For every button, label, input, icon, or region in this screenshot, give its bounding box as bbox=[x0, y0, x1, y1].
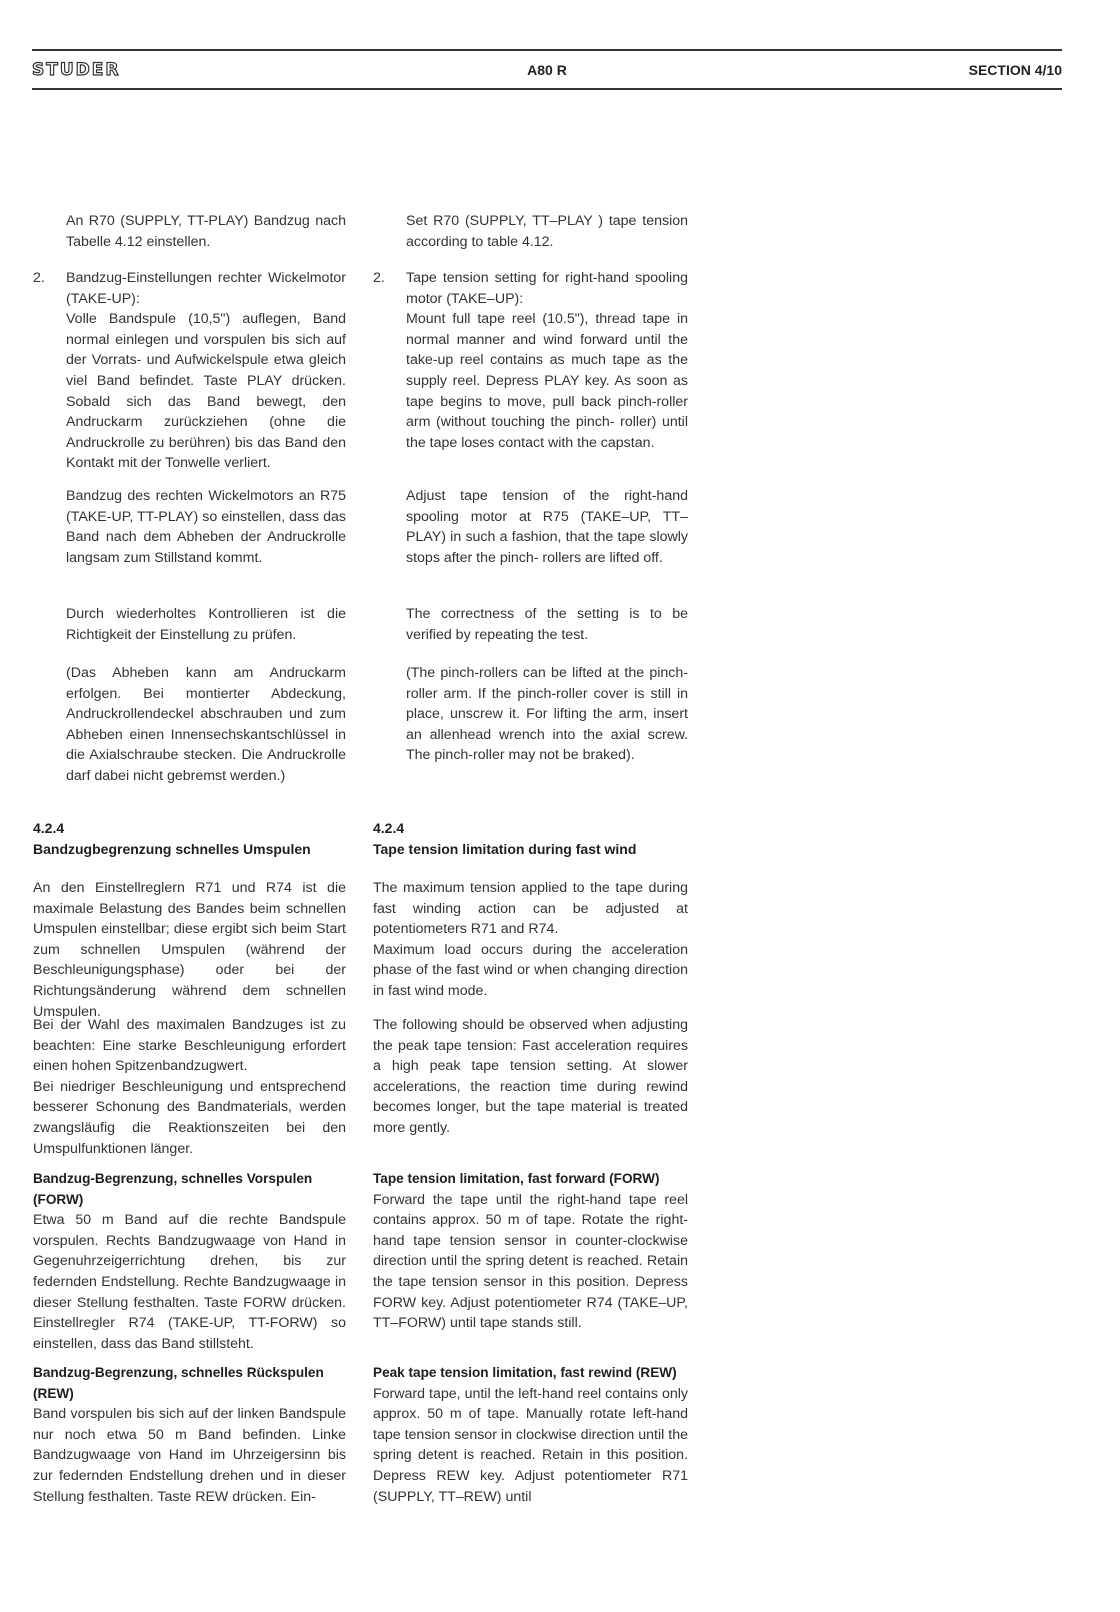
english-column bbox=[373, 211, 688, 791]
de-section-number: 4.2.4 bbox=[33, 820, 65, 836]
de-paragraph: Bei der Wahl des maximalen Bandzuges ist zu beachten: Eine starke Beschleunigung erfordert einen hohen Spitzenbandzugwert. bbox=[33, 1017, 346, 1075]
de-subsection-rew bbox=[33, 1363, 346, 1507]
de-paragraph: An R70 (SUPPLY, TT-PLAY) Bandzug nach Tabelle 4.12 einstellen. bbox=[66, 213, 346, 250]
de-paragraph: Durch wiederholtes Kontrollieren ist die Richtigkeit der Einstellung zu prüfen. bbox=[66, 606, 346, 643]
en-item-body: Mount full tape reel (10.5"), thread tape in normal manner and wind forward until the take-up reel contains as much tape as the supply reel. Depress PLAY key. As soon as tape begins to move, pull back pinch-roller arm (without touching the pinch- roller) until the tape loses contact with the capstan. bbox=[406, 311, 688, 451]
en-paragraph: Forward tape, until the left-hand reel contains only approx. 50 m of tape. Manually rotate left-hand tape tension sensor in clockwise direction until the spring detent is reached. Retain in this position. Depress REW key. Adjust potentiometer R71 (SUPPLY, TT–REW) until bbox=[373, 1385, 688, 1505]
section-number: SECTION 4/10 bbox=[968, 62, 1062, 78]
english-section bbox=[373, 818, 688, 1508]
header-rule-bottom bbox=[32, 88, 1062, 90]
en-subsection-forw bbox=[373, 1169, 688, 1334]
en-list-item bbox=[373, 268, 688, 453]
en-paragraph-group bbox=[373, 878, 688, 1002]
de-paragraph: (Das Abheben kann am Andruckarm erfolgen. Bei montierter Abdeckung, Andruckrollendeckel abschrauben und zum Abheben einen Innensechskantschlüssel in die Axialschraube stecken. Die Andruckrolle darf dabei nicht gebremst werden.) bbox=[66, 665, 346, 784]
en-paragraph: (The pinch-rollers can be lifted at the pinch-roller arm. If the pinch-roller cover is still in place, unscrew it. For lifting the arm, insert an allenhead wrench into the axial screw. The pinch-roller may not be braked). bbox=[406, 665, 688, 764]
de-paragraph-group bbox=[33, 1015, 346, 1159]
studer-logo: STUDER bbox=[32, 60, 121, 80]
en-paragraph: The maximum tension applied to the tape during fast winding action can be adjusted at potentiometers R71 and R74. bbox=[373, 880, 688, 938]
de-subsection-title: Bandzug-Begrenzung, schnelles Vorspulen (FORW) bbox=[33, 1171, 313, 1207]
en-item-number: 2. bbox=[373, 270, 385, 286]
en-subsection-title: Peak tape tension limitation, fast rewind (REW) bbox=[373, 1365, 677, 1380]
de-subsection-title: Bandzug-Begrenzung, schnelles Rückspulen (REW) bbox=[33, 1365, 324, 1401]
de-item-number: 2. bbox=[33, 270, 45, 286]
en-paragraph: Maximum load occurs during the acceleration phase of the fast wind or when changing direction in fast wind mode. bbox=[373, 941, 688, 999]
en-subsection-rew bbox=[373, 1363, 688, 1507]
page-header bbox=[32, 58, 1062, 84]
de-paragraph: Band vorspulen bis sich auf der linken Bandspule nur noch etwa 50 m Band befinden. Linke Bandzugwaage von Hand im Uhrzeigersinn bis zur federnden Endstellung drehen und in dieser Stellung festhalten. Taste REW drücken. Ein- bbox=[33, 1406, 346, 1505]
de-section-title: Bandzugbegrenzung schnelles Umspulen bbox=[33, 841, 311, 857]
en-paragraph: The correctness of the setting is to be verified by repeating the test. bbox=[406, 606, 688, 643]
en-subsection-title: Tape tension limitation, fast forward (FORW) bbox=[373, 1171, 660, 1186]
de-subsection-forw bbox=[33, 1169, 346, 1354]
de-paragraph: Etwa 50 m Band auf die rechte Bandspule vorspulen. Rechts Bandzugwaage von Hand in Gegenuhrzeigerrichtung drehen, bis zur federnden Endstellung. Rechte Bandzugwaage in dieser Stellung festhalten. Taste FORW drücken. Einstellregler R74 (TAKE-UP, TT-FORW) so einstellen, dass das Band stillsteht. bbox=[33, 1212, 346, 1352]
de-paragraph: Bei niedriger Beschleunigung und entsprechend besserer Schonung des Bandmaterials, werden zwangsläufig die Reaktionszeiten bei den Umspulfunktionen länger. bbox=[33, 1078, 346, 1157]
german-column bbox=[33, 211, 346, 791]
en-paragraph: Forward the tape until the right-hand tape reel contains approx. 50 m of tape. Rotate the right-hand tape tension sensor in counter-clockwise direction until the spring detent is reached. Retain the tape tension sensor in this position. Depress FORW key. Adjust potentiometer R74 (TAKE–UP, TT–FORW) until tape stands still. bbox=[373, 1191, 688, 1332]
de-list-item bbox=[33, 268, 346, 474]
en-paragraph: Adjust tape tension of the right-hand spooling motor at R75 (TAKE–UP, TT–PLAY) in such a fashion, that the tape slowly stops after the pinch- rollers are lifted off. bbox=[406, 488, 688, 566]
model-title: A80 R bbox=[527, 62, 567, 78]
en-paragraph: Set R70 (SUPPLY, TT–PLAY ) tape tension according to table 4.12. bbox=[406, 213, 688, 250]
en-item-heading: Tape tension setting for right-hand spooling motor (TAKE–UP): bbox=[406, 270, 688, 307]
german-section bbox=[33, 818, 346, 1508]
en-section-title: Tape tension limitation during fast wind bbox=[373, 841, 637, 857]
en-paragraph: The following should be observed when adjusting the peak tape tension: Fast acceleration requires a high peak tape tension setting. At slower accelerations, the reaction time during rewind becomes longer, but the tape material is treated more gently. bbox=[373, 1017, 688, 1136]
de-item-heading: Bandzug-Einstellungen rechter Wickelmotor (TAKE-UP): bbox=[66, 270, 346, 307]
header-rule-top bbox=[32, 49, 1062, 51]
de-paragraph: An den Einstellreglern R71 und R74 ist die maximale Belastung des Bandes beim schnellen Umspulen einstellbar; diese ergibt sich beim Start zum schnellen Umspulen (während der Beschleunigungsphase) oder bei der Richtungsänderung während dem schnellen Umspulen. bbox=[33, 880, 346, 1020]
de-paragraph: Bandzug des rechten Wickelmotors an R75 (TAKE-UP, TT-PLAY) so einstellen, dass das Band nach dem Abheben der Andruckrolle langsam zum Stillstand kommt. bbox=[66, 488, 346, 566]
de-item-body: Volle Bandspule (10,5") auflegen, Band normal einlegen und vorspulen bis sich auf der Vorrats- und Aufwickelspule etwa gleich viel Band befindet. Taste PLAY drücken. Sobald sich das Band bewegt, den Andruckarm zurückziehen (ohne die Andruckrolle zu berühren) bis das Band den Kontakt mit der Tonwelle verliert. bbox=[66, 311, 346, 472]
en-section-number: 4.2.4 bbox=[373, 820, 405, 836]
